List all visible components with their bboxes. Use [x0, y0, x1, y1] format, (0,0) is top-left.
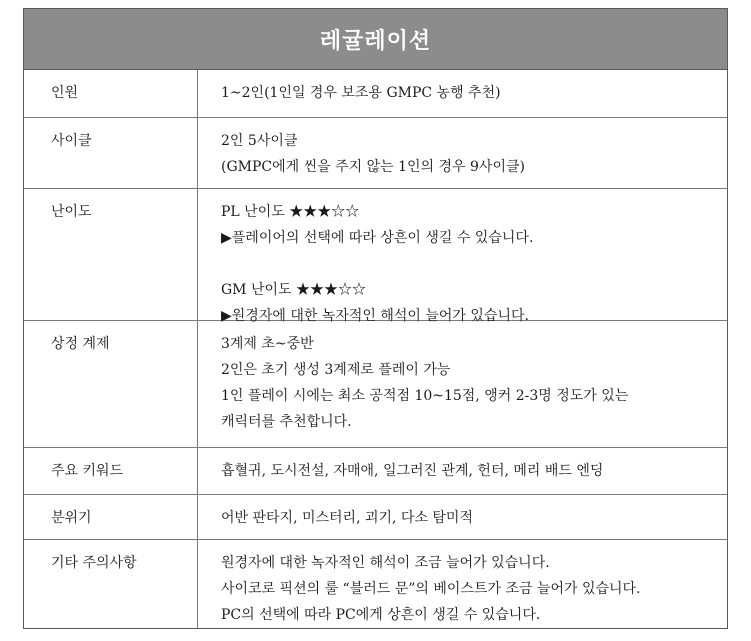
row-value-setting	[198, 321, 727, 447]
row-label-difficulty: 난이도	[24, 189, 198, 320]
value-line: GM 난이도 ★★★☆☆	[221, 282, 366, 298]
row-people	[24, 70, 727, 118]
value-line: 2인은 초기 생성 3계제로 플레이 가능	[221, 362, 451, 378]
value-line: PL 난이도 ★★★☆☆	[221, 204, 360, 220]
row-label-people: 인원	[24, 70, 198, 117]
regulation-table	[23, 8, 728, 629]
row-value-cycle	[198, 118, 727, 188]
row-value-keywords	[198, 448, 727, 494]
row-difficulty	[24, 189, 727, 324]
value-line: 어반 판타지, 미스터리, 괴기, 다소 탐미적	[221, 510, 473, 526]
row-value-mood	[198, 495, 727, 539]
value-line: (GMPC에게 씬을 주지 않는 1인의 경우 9사이클)	[221, 159, 525, 175]
row-label-setting: 상정 계제	[24, 321, 198, 447]
value-line: 캐릭터를 추천합니다.	[221, 414, 352, 430]
row-label-cycle: 사이클	[24, 118, 198, 188]
value-line: 흡혈귀, 도시전설, 자매애, 일그러진 관계, 헌터, 메리 배드 엔딩	[221, 463, 604, 479]
row-label-keywords: 주요 키워드	[24, 448, 198, 494]
row-label-mood: 분위기	[24, 495, 198, 539]
line-spacer	[221, 251, 727, 277]
row-keywords	[24, 448, 727, 495]
title-bar	[24, 9, 727, 70]
value-line: ▶플레이어의 선택에 따라 상흔이 생길 수 있습니다.	[221, 230, 534, 246]
row-setting	[24, 321, 727, 448]
row-notes	[24, 540, 727, 628]
value-line: PC의 선택에 따라 PC에게 상흔이 생길 수 있습니다.	[221, 607, 541, 623]
table-title: 레귤레이션	[319, 28, 432, 54]
value-line: 1인 플레이 시에는 최소 공적점 10~15점, 앵커 2-3명 정도가 있는	[221, 388, 629, 404]
value-line: 1~2인(1인일 경우 보조용 GMPC 농행 추천)	[221, 85, 501, 101]
row-label-notes: 기타 주의사항	[24, 540, 198, 628]
value-line: 2인 5사이클	[221, 133, 298, 149]
value-line: 원경자에 대한 녹자적인 해석이 조금 늘어가 있습니다.	[221, 555, 550, 571]
row-cycle	[24, 118, 727, 189]
row-value-notes	[198, 540, 727, 628]
row-mood	[24, 495, 727, 540]
value-line: ▶원경자에 대한 녹자적인 해석이 늘어가 있습니다.	[221, 308, 529, 324]
row-value-people	[198, 70, 727, 117]
value-line: 사이코로 픽션의 룰 “블러드 문”의 베이스트가 조금 늘어가 있습니다.	[221, 581, 641, 597]
value-line: 3계제 초~중반	[221, 336, 314, 352]
row-value-difficulty	[198, 189, 727, 324]
